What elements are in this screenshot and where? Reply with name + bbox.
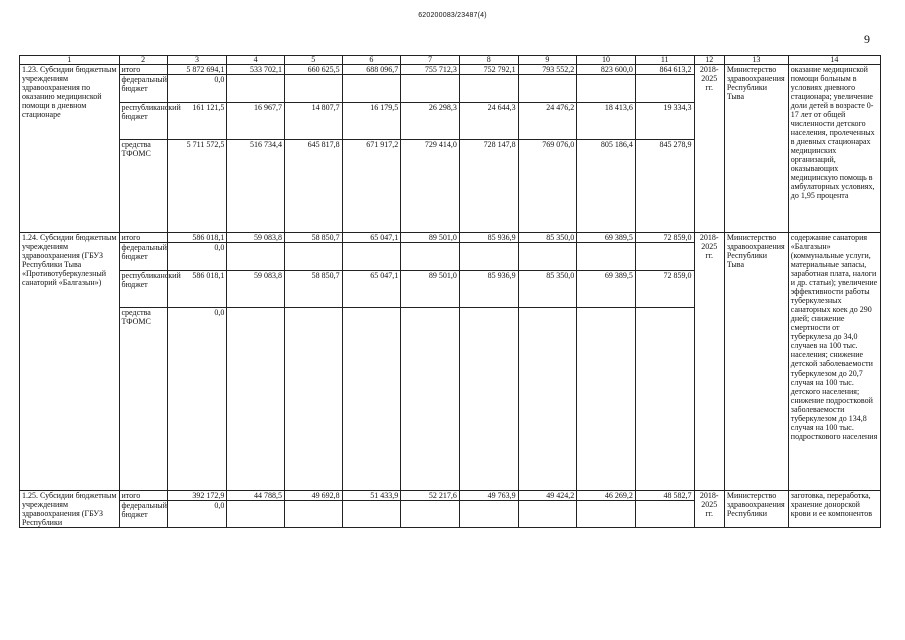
amount-cell: 58 850,7	[284, 271, 342, 308]
column-number-8: 8	[459, 56, 518, 65]
amount-cell	[635, 75, 694, 103]
funding-source: итого	[119, 491, 167, 501]
amount-cell: 660 625,5	[284, 65, 342, 75]
amount-cell: 14 807,7	[284, 103, 342, 140]
amount-cell: 52 217,6	[401, 491, 460, 501]
amount-cell: 24 644,3	[459, 103, 518, 140]
amount-cell: 72 859,0	[635, 233, 694, 243]
column-number-2: 2	[119, 56, 167, 65]
funding-source: средства ТФОМС	[119, 308, 167, 491]
amount-cell: 26 298,3	[401, 103, 460, 140]
column-number-1: 1	[20, 56, 120, 65]
amount-cell	[577, 501, 636, 528]
amount-cell	[635, 308, 694, 491]
amount-cell	[284, 501, 342, 528]
amount-cell	[459, 243, 518, 271]
column-number-9: 9	[518, 56, 577, 65]
amount-cell	[635, 501, 694, 528]
amount-cell: 688 096,7	[342, 65, 401, 75]
amount-cell: 729 414,0	[401, 140, 460, 233]
amount-cell: 24 476,2	[518, 103, 577, 140]
amount-cell	[401, 501, 460, 528]
amount-cell: 752 792,1	[459, 65, 518, 75]
amount-cell: 59 083,8	[227, 233, 285, 243]
amount-cell	[227, 308, 285, 491]
amount-cell: 16 967,7	[227, 103, 285, 140]
column-number-12: 12	[694, 56, 724, 65]
amount-cell	[284, 308, 342, 491]
entry-result: заготовка, переработка, хранение донорской крови и ее компонентов	[788, 491, 880, 528]
column-number-10: 10	[577, 56, 636, 65]
table-row	[20, 491, 881, 501]
table-row	[20, 65, 881, 75]
column-number-7: 7	[401, 56, 460, 65]
amount-cell: 51 433,9	[342, 491, 401, 501]
amount-cell: 586 018,1	[167, 271, 227, 308]
column-number-13: 13	[724, 56, 788, 65]
funding-source: федеральный бюджет	[119, 501, 167, 528]
column-number-6: 6	[342, 56, 401, 65]
document-id: 620200083/23487(4)	[418, 12, 487, 19]
amount-cell: 586 018,1	[167, 233, 227, 243]
program-table	[19, 55, 881, 528]
amount-cell	[342, 308, 401, 491]
amount-cell	[342, 75, 401, 103]
page-number: 9	[864, 32, 870, 46]
funding-source: итого	[119, 65, 167, 75]
amount-cell: 65 047,1	[342, 271, 401, 308]
column-number-14: 14	[788, 56, 880, 65]
amount-cell	[459, 501, 518, 528]
funding-source: республиканский бюджет	[119, 271, 167, 308]
amount-cell	[518, 501, 577, 528]
amount-cell	[401, 308, 460, 491]
amount-cell: 18 413,6	[577, 103, 636, 140]
amount-cell	[227, 501, 285, 528]
amount-cell	[284, 243, 342, 271]
amount-cell: 0,0	[167, 75, 227, 103]
funding-source: федеральный бюджет	[119, 75, 167, 103]
column-number-4: 4	[227, 56, 285, 65]
amount-cell: 533 702,1	[227, 65, 285, 75]
amount-cell: 0,0	[167, 308, 227, 491]
table-row	[20, 233, 881, 243]
funding-source: республиканский бюджет	[119, 103, 167, 140]
entry-executor: Министерство здравоохранения Республики	[724, 491, 788, 528]
amount-cell: 85 936,9	[459, 271, 518, 308]
amount-cell: 769 076,0	[518, 140, 577, 233]
amount-cell	[284, 75, 342, 103]
amount-cell: 44 788,5	[227, 491, 285, 501]
amount-cell: 19 334,3	[635, 103, 694, 140]
amount-cell: 671 917,2	[342, 140, 401, 233]
entry-period: 2018-2025 гг.	[694, 491, 724, 528]
amount-cell: 755 712,3	[401, 65, 460, 75]
amount-cell: 89 501,0	[401, 233, 460, 243]
amount-cell: 48 582,7	[635, 491, 694, 501]
amount-cell: 161 121,5	[167, 103, 227, 140]
funding-source: средства ТФОМС	[119, 140, 167, 233]
amount-cell: 793 552,2	[518, 65, 577, 75]
amount-cell: 0,0	[167, 243, 227, 271]
entry-period: 2018-2025 гг.	[694, 233, 724, 491]
amount-cell: 85 350,0	[518, 271, 577, 308]
amount-cell: 49 424,2	[518, 491, 577, 501]
entry-title: 1.25. Субсидии бюджетным учреждениям здравоохранения (ГБУЗ Республики	[20, 491, 120, 528]
amount-cell	[518, 243, 577, 271]
column-number-5: 5	[284, 56, 342, 65]
amount-cell	[459, 75, 518, 103]
amount-cell: 85 936,9	[459, 233, 518, 243]
entry-result: содержание санатория «Балгазын» (коммунальные услуги, материальные запасы, заработная плата, налоги и др. статьи); увеличение эффективности работы туберкулезных санаторных коек до 290 дней; снижение смертности от туберкулеза до 34,0 случаев на 100 тыс. населения; снижение детской заболеваемости туберкулезом до 20,7 случая на 100 тыс. детского населения; снижение подростковой заболеваемости туберкулезом до 134,8 случая на 100 тыс. подросткового населения	[788, 233, 880, 491]
entry-title: 1.23. Субсидии бюджетным учреждениям здравоохранения по оказанию медицинской помощи в дневном стационаре	[20, 65, 120, 233]
amount-cell: 49 763,9	[459, 491, 518, 501]
amount-cell	[518, 308, 577, 491]
amount-cell	[401, 243, 460, 271]
amount-cell: 392 172,9	[167, 491, 227, 501]
amount-cell	[401, 75, 460, 103]
column-number-3: 3	[167, 56, 227, 65]
amount-cell: 58 850,7	[284, 233, 342, 243]
amount-cell: 864 613,2	[635, 65, 694, 75]
amount-cell: 46 269,2	[577, 491, 636, 501]
amount-cell: 69 389,5	[577, 233, 636, 243]
amount-cell	[518, 75, 577, 103]
entry-executor: Министерство здравоохранения Республики Тыва	[724, 233, 788, 491]
amount-cell	[459, 308, 518, 491]
amount-cell: 85 350,0	[518, 233, 577, 243]
entry-executor: Министерство здравоохранения Республики Тыва	[724, 65, 788, 233]
entry-period: 2018-2025 гг.	[694, 65, 724, 233]
amount-cell: 805 186,4	[577, 140, 636, 233]
amount-cell: 845 278,9	[635, 140, 694, 233]
amount-cell: 823 600,0	[577, 65, 636, 75]
amount-cell	[577, 308, 636, 491]
entry-result: оказание медицинской помощи больным в условиях дневного стационара; увеличение доли детей в возрасте 0-17 лет от общей численности детского населения, пролеченных в дневных стационарах медицинских организаций, оказывающих медицинскую помощь в амбулаторных условиях, до 1,95 процента	[788, 65, 880, 233]
amount-cell: 49 692,8	[284, 491, 342, 501]
amount-cell	[577, 243, 636, 271]
amount-cell: 516 734,4	[227, 140, 285, 233]
amount-cell	[342, 501, 401, 528]
amount-cell: 728 147,8	[459, 140, 518, 233]
entry-title: 1.24. Субсидии бюджетным учреждениям здравоохранения (ГБУЗ Республики Тыва «Противотуберкулезный санаторий «Балгазын»)	[20, 233, 120, 491]
amount-cell: 65 047,1	[342, 233, 401, 243]
amount-cell: 59 083,8	[227, 271, 285, 308]
funding-source: итого	[119, 233, 167, 243]
amount-cell: 69 389,5	[577, 271, 636, 308]
amount-cell	[342, 243, 401, 271]
amount-cell: 16 179,5	[342, 103, 401, 140]
amount-cell: 5 711 572,5	[167, 140, 227, 233]
column-number-row	[20, 56, 881, 65]
amount-cell: 89 501,0	[401, 271, 460, 308]
amount-cell: 645 817,8	[284, 140, 342, 233]
amount-cell: 0,0	[167, 501, 227, 528]
funding-source: федеральный бюджет	[119, 243, 167, 271]
column-number-11: 11	[635, 56, 694, 65]
amount-cell: 72 859,0	[635, 271, 694, 308]
amount-cell: 5 872 694,1	[167, 65, 227, 75]
amount-cell	[577, 75, 636, 103]
amount-cell	[635, 243, 694, 271]
amount-cell	[227, 243, 285, 271]
amount-cell	[227, 75, 285, 103]
